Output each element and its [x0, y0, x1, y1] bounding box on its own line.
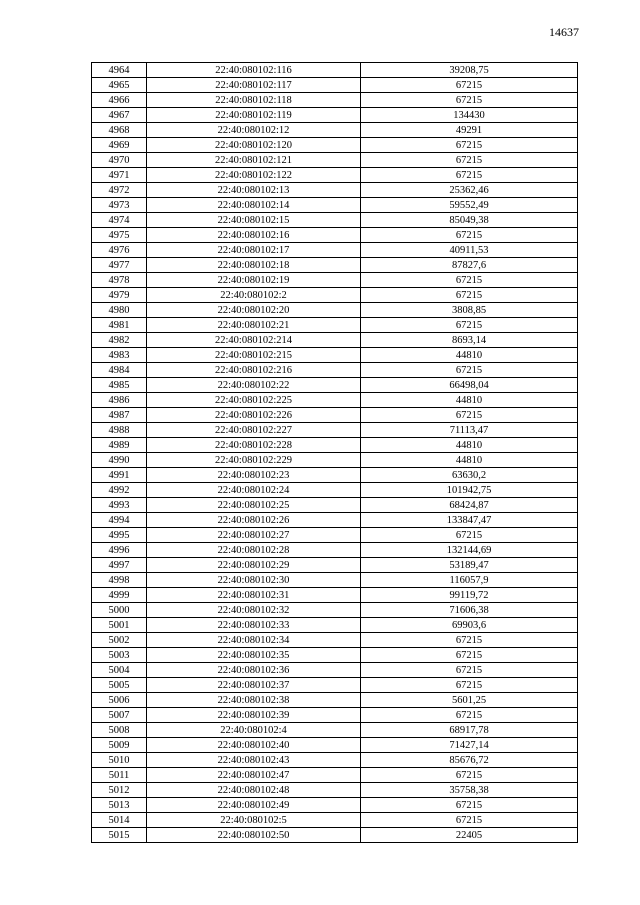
row-number-cell: 5013	[92, 798, 147, 813]
value-cell: 67215	[361, 648, 578, 663]
row-number-cell: 4985	[92, 378, 147, 393]
table-row	[92, 258, 578, 273]
table-row	[92, 768, 578, 783]
cadastral-number-cell: 22:40:080102:47	[147, 768, 361, 783]
cadastral-number-cell: 22:40:080102:26	[147, 513, 361, 528]
row-number-cell: 5014	[92, 813, 147, 828]
cadastral-number-cell: 22:40:080102:216	[147, 363, 361, 378]
value-cell: 99119,72	[361, 588, 578, 603]
row-number-cell: 4964	[92, 63, 147, 78]
row-number-cell: 4981	[92, 318, 147, 333]
row-number-cell: 4994	[92, 513, 147, 528]
table-row	[92, 558, 578, 573]
value-cell: 134430	[361, 108, 578, 123]
cadastral-number-cell: 22:40:080102:35	[147, 648, 361, 663]
table-row	[92, 93, 578, 108]
value-cell: 101942,75	[361, 483, 578, 498]
value-cell: 71113,47	[361, 423, 578, 438]
value-cell: 67215	[361, 93, 578, 108]
row-number-cell: 4969	[92, 138, 147, 153]
table-row	[92, 333, 578, 348]
value-cell: 44810	[361, 393, 578, 408]
row-number-cell: 5006	[92, 693, 147, 708]
cadastral-number-cell: 22:40:080102:122	[147, 168, 361, 183]
cadastral-number-cell: 22:40:080102:37	[147, 678, 361, 693]
value-cell: 67215	[361, 663, 578, 678]
row-number-cell: 5010	[92, 753, 147, 768]
row-number-cell: 4991	[92, 468, 147, 483]
value-cell: 67215	[361, 138, 578, 153]
value-cell: 66498,04	[361, 378, 578, 393]
value-cell: 116057,9	[361, 573, 578, 588]
cadastral-number-cell: 22:40:080102:215	[147, 348, 361, 363]
value-cell: 67215	[361, 288, 578, 303]
table-row	[92, 228, 578, 243]
row-number-cell: 4976	[92, 243, 147, 258]
value-cell: 44810	[361, 453, 578, 468]
table-row	[92, 483, 578, 498]
value-cell: 87827,6	[361, 258, 578, 273]
row-number-cell: 4984	[92, 363, 147, 378]
value-cell: 67215	[361, 78, 578, 93]
value-cell: 67215	[361, 678, 578, 693]
cadastral-number-cell: 22:40:080102:39	[147, 708, 361, 723]
value-cell: 63630,2	[361, 468, 578, 483]
row-number-cell: 5007	[92, 708, 147, 723]
cadastral-number-cell: 22:40:080102:20	[147, 303, 361, 318]
row-number-cell: 4990	[92, 453, 147, 468]
row-number-cell: 5003	[92, 648, 147, 663]
row-number-cell: 5000	[92, 603, 147, 618]
row-number-cell: 5001	[92, 618, 147, 633]
table-row	[92, 513, 578, 528]
cadastral-number-cell: 22:40:080102:117	[147, 78, 361, 93]
table-row	[92, 528, 578, 543]
table-row	[92, 198, 578, 213]
value-cell: 133847,47	[361, 513, 578, 528]
cadastral-number-cell: 22:40:080102:40	[147, 738, 361, 753]
row-number-cell: 4971	[92, 168, 147, 183]
table-row	[92, 783, 578, 798]
cadastral-number-cell: 22:40:080102:214	[147, 333, 361, 348]
cadastral-number-cell: 22:40:080102:34	[147, 633, 361, 648]
row-number-cell: 4967	[92, 108, 147, 123]
table-row	[92, 63, 578, 78]
cadastral-number-cell: 22:40:080102:2	[147, 288, 361, 303]
cadastral-table	[91, 62, 578, 843]
page-number: 14637	[549, 25, 579, 39]
cadastral-number-cell: 22:40:080102:25	[147, 498, 361, 513]
row-number-cell: 4987	[92, 408, 147, 423]
value-cell: 71427,14	[361, 738, 578, 753]
table-row	[92, 753, 578, 768]
table-row	[92, 813, 578, 828]
value-cell: 71606,38	[361, 603, 578, 618]
cadastral-number-cell: 22:40:080102:31	[147, 588, 361, 603]
row-number-cell: 5004	[92, 663, 147, 678]
cadastral-number-cell: 22:40:080102:32	[147, 603, 361, 618]
table-row	[92, 468, 578, 483]
cadastral-number-cell: 22:40:080102:17	[147, 243, 361, 258]
row-number-cell: 4965	[92, 78, 147, 93]
cadastral-number-cell: 22:40:080102:226	[147, 408, 361, 423]
cadastral-number-cell: 22:40:080102:33	[147, 618, 361, 633]
cadastral-number-cell: 22:40:080102:43	[147, 753, 361, 768]
table-row	[92, 78, 578, 93]
value-cell: 67215	[361, 228, 578, 243]
table-row	[92, 723, 578, 738]
table-row	[92, 633, 578, 648]
table-row	[92, 453, 578, 468]
value-cell: 67215	[361, 318, 578, 333]
value-cell: 59552,49	[361, 198, 578, 213]
value-cell: 49291	[361, 123, 578, 138]
value-cell: 3808,85	[361, 303, 578, 318]
cadastral-number-cell: 22:40:080102:121	[147, 153, 361, 168]
cadastral-number-cell: 22:40:080102:36	[147, 663, 361, 678]
value-cell: 85049,38	[361, 213, 578, 228]
value-cell: 67215	[361, 168, 578, 183]
value-cell: 67215	[361, 363, 578, 378]
cadastral-number-cell: 22:40:080102:13	[147, 183, 361, 198]
row-number-cell: 4989	[92, 438, 147, 453]
value-cell: 67215	[361, 633, 578, 648]
row-number-cell: 4968	[92, 123, 147, 138]
row-number-cell: 4995	[92, 528, 147, 543]
table-row	[92, 123, 578, 138]
value-cell: 44810	[361, 438, 578, 453]
row-number-cell: 4988	[92, 423, 147, 438]
row-number-cell: 4992	[92, 483, 147, 498]
table-row	[92, 318, 578, 333]
table-row	[92, 213, 578, 228]
value-cell: 25362,46	[361, 183, 578, 198]
table-row	[92, 738, 578, 753]
cadastral-number-cell: 22:40:080102:4	[147, 723, 361, 738]
table-row	[92, 423, 578, 438]
cadastral-number-cell: 22:40:080102:119	[147, 108, 361, 123]
row-number-cell: 4966	[92, 93, 147, 108]
row-number-cell: 4974	[92, 213, 147, 228]
value-cell: 44810	[361, 348, 578, 363]
row-number-cell: 4983	[92, 348, 147, 363]
row-number-cell: 4997	[92, 558, 147, 573]
table-row	[92, 588, 578, 603]
table-row	[92, 138, 578, 153]
cadastral-number-cell: 22:40:080102:227	[147, 423, 361, 438]
row-number-cell: 4980	[92, 303, 147, 318]
cadastral-number-cell: 22:40:080102:21	[147, 318, 361, 333]
cadastral-number-cell: 22:40:080102:22	[147, 378, 361, 393]
cadastral-number-cell: 22:40:080102:49	[147, 798, 361, 813]
value-cell: 85676,72	[361, 753, 578, 768]
value-cell: 67215	[361, 813, 578, 828]
cadastral-number-cell: 22:40:080102:116	[147, 63, 361, 78]
cadastral-number-cell: 22:40:080102:23	[147, 468, 361, 483]
table-row	[92, 663, 578, 678]
row-number-cell: 5009	[92, 738, 147, 753]
cadastral-number-cell: 22:40:080102:24	[147, 483, 361, 498]
row-number-cell: 5008	[92, 723, 147, 738]
row-number-cell: 4970	[92, 153, 147, 168]
row-number-cell: 4978	[92, 273, 147, 288]
table-row	[92, 693, 578, 708]
table-row	[92, 273, 578, 288]
row-number-cell: 4975	[92, 228, 147, 243]
value-cell: 132144,69	[361, 543, 578, 558]
value-cell: 5601,25	[361, 693, 578, 708]
cadastral-number-cell: 22:40:080102:48	[147, 783, 361, 798]
table-row	[92, 543, 578, 558]
table-row	[92, 363, 578, 378]
row-number-cell: 4996	[92, 543, 147, 558]
cadastral-number-cell: 22:40:080102:120	[147, 138, 361, 153]
value-cell: 67215	[361, 153, 578, 168]
cadastral-number-cell: 22:40:080102:15	[147, 213, 361, 228]
table-row	[92, 378, 578, 393]
table-row	[92, 828, 578, 843]
cadastral-number-cell: 22:40:080102:12	[147, 123, 361, 138]
row-number-cell: 4977	[92, 258, 147, 273]
row-number-cell: 4979	[92, 288, 147, 303]
table-body	[92, 63, 578, 843]
cadastral-number-cell: 22:40:080102:118	[147, 93, 361, 108]
row-number-cell: 4972	[92, 183, 147, 198]
value-cell: 69903,6	[361, 618, 578, 633]
value-cell: 67215	[361, 408, 578, 423]
value-cell: 40911,53	[361, 243, 578, 258]
table-row	[92, 243, 578, 258]
cadastral-number-cell: 22:40:080102:28	[147, 543, 361, 558]
cadastral-number-cell: 22:40:080102:18	[147, 258, 361, 273]
cadastral-number-cell: 22:40:080102:14	[147, 198, 361, 213]
row-number-cell: 4999	[92, 588, 147, 603]
table-row	[92, 168, 578, 183]
row-number-cell: 5015	[92, 828, 147, 843]
cadastral-number-cell: 22:40:080102:29	[147, 558, 361, 573]
cadastral-number-cell: 22:40:080102:27	[147, 528, 361, 543]
cadastral-number-cell: 22:40:080102:50	[147, 828, 361, 843]
table-row	[92, 408, 578, 423]
value-cell: 68424,87	[361, 498, 578, 513]
row-number-cell: 5002	[92, 633, 147, 648]
value-cell: 22405	[361, 828, 578, 843]
row-number-cell: 4998	[92, 573, 147, 588]
table-row	[92, 303, 578, 318]
row-number-cell: 5005	[92, 678, 147, 693]
table-row	[92, 708, 578, 723]
value-cell: 67215	[361, 798, 578, 813]
table-row	[92, 678, 578, 693]
row-number-cell: 5011	[92, 768, 147, 783]
row-number-cell: 5012	[92, 783, 147, 798]
value-cell: 39208,75	[361, 63, 578, 78]
cadastral-number-cell: 22:40:080102:225	[147, 393, 361, 408]
value-cell: 53189,47	[361, 558, 578, 573]
value-cell: 67215	[361, 768, 578, 783]
cadastral-number-cell: 22:40:080102:16	[147, 228, 361, 243]
row-number-cell: 4982	[92, 333, 147, 348]
table-row	[92, 288, 578, 303]
table-row	[92, 498, 578, 513]
value-cell: 67215	[361, 708, 578, 723]
row-number-cell: 4993	[92, 498, 147, 513]
row-number-cell: 4973	[92, 198, 147, 213]
cadastral-number-cell: 22:40:080102:38	[147, 693, 361, 708]
table-row	[92, 573, 578, 588]
table-row	[92, 348, 578, 363]
table-row	[92, 183, 578, 198]
value-cell: 8693,14	[361, 333, 578, 348]
cadastral-number-cell: 22:40:080102:228	[147, 438, 361, 453]
value-cell: 35758,38	[361, 783, 578, 798]
table-row	[92, 618, 578, 633]
table-row	[92, 153, 578, 168]
cadastral-number-cell: 22:40:080102:19	[147, 273, 361, 288]
table-row	[92, 798, 578, 813]
table-row	[92, 393, 578, 408]
table-row	[92, 648, 578, 663]
value-cell: 67215	[361, 528, 578, 543]
cadastral-number-cell: 22:40:080102:5	[147, 813, 361, 828]
value-cell: 67215	[361, 273, 578, 288]
cadastral-number-cell: 22:40:080102:30	[147, 573, 361, 588]
cadastral-number-cell: 22:40:080102:229	[147, 453, 361, 468]
table-row	[92, 108, 578, 123]
value-cell: 68917,78	[361, 723, 578, 738]
table-row	[92, 603, 578, 618]
table-row	[92, 438, 578, 453]
row-number-cell: 4986	[92, 393, 147, 408]
